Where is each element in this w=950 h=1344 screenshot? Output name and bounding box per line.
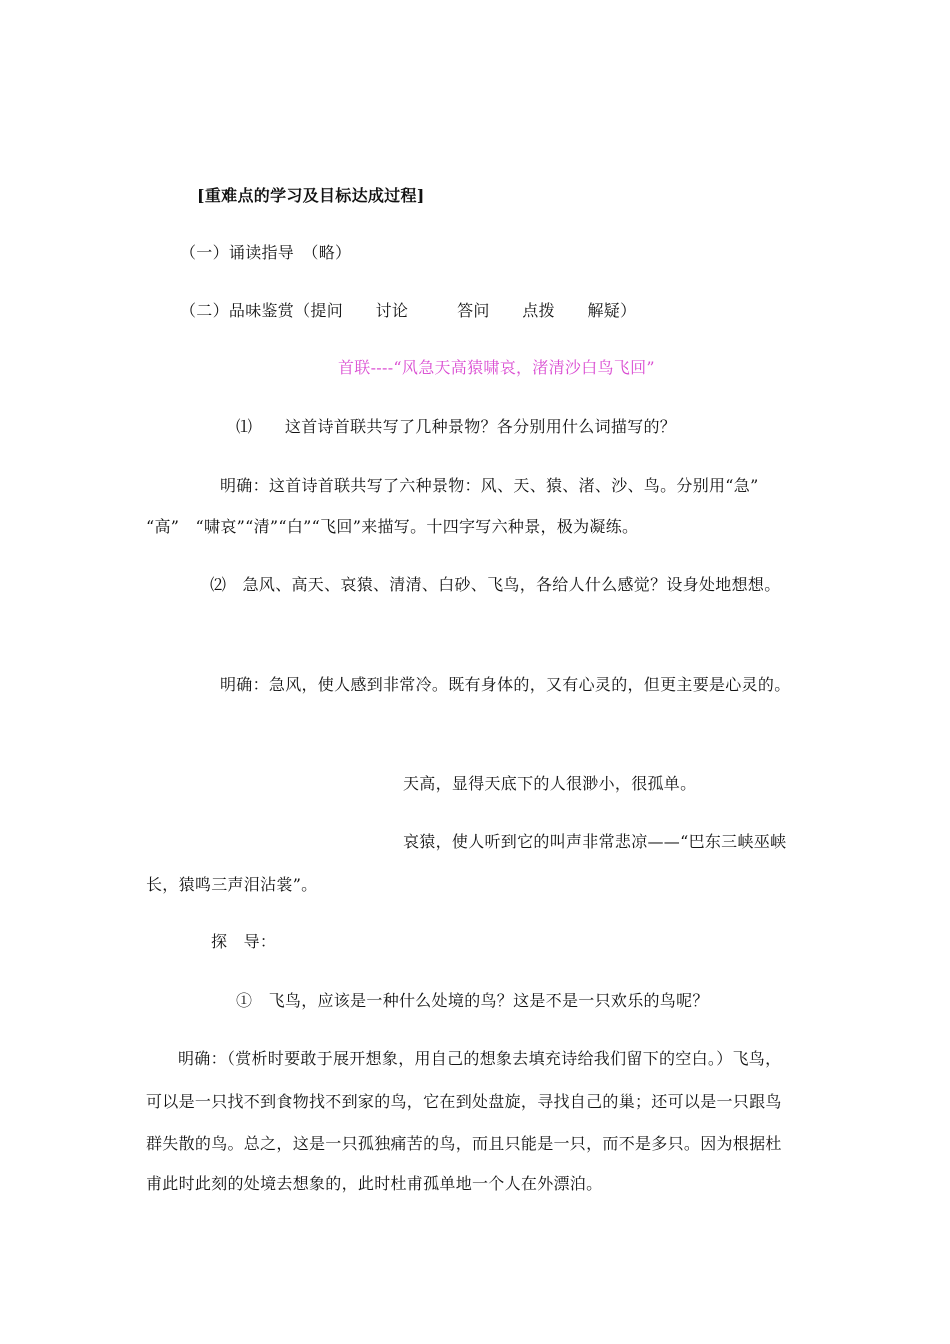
answer-two-line-3: 哀猿，使人听到它的叫声非常悲凉——“巴东三峡巫峡 [403, 832, 787, 851]
probe-label: 探 导： [211, 932, 277, 951]
part-two-heading: （二）品味鉴赏（提问 讨论 答问 点拨 解疑） [180, 301, 637, 320]
answer-two-line-2: 天高，显得天底下的人很渺小，很孤单。 [403, 774, 697, 793]
part-one-heading: （一）诵读指导 （略） [180, 243, 352, 262]
probe-answer-line-1: 明确：（赏析时要敢于展开想象，用自己的想象去填充诗给我们留下的空白。）飞鸟， [178, 1049, 782, 1068]
probe-answer-line-4: 甫此时此刻的处境去想象的，此时杜甫孤单地一个人在外漂泊。 [146, 1174, 603, 1193]
answer-one-line-2: “高” “啸哀”“清”“白”“飞回”来描写。十四字写六种景，极为凝练。 [146, 517, 639, 536]
probe-question: ① 飞鸟，应该是一种什么处境的鸟？这是不是一只欢乐的鸟呢？ [236, 991, 709, 1010]
answer-one-line-1: 明确：这首诗首联共写了六种景物：风、天、猿、渚、沙、鸟。分别用“急” [220, 476, 759, 495]
probe-answer-line-2: 可以是一只找不到食物找不到家的鸟，它在到处盘旋，寻找自己的巢；还可以是一只跟鸟 [146, 1092, 782, 1111]
question-one: ⑴ 这首诗首联共写了几种景物？各分别用什么词描写的？ [236, 417, 677, 436]
probe-answer-line-3: 群失散的鸟。总之，这是一只孤独痛苦的鸟，而且只能是一只，而不是多只。因为根据杜 [146, 1134, 782, 1153]
section-heading: [重难点的学习及目标达成过程] [197, 186, 425, 205]
first-couplet-title: 首联----“风急天高猿啸哀，渚清沙白鸟飞回” [338, 358, 655, 377]
answer-two-line-4: 长，猿鸣三声泪沾裳”。 [146, 875, 318, 894]
answer-two-line-1: 明确：急风，使人感到非常冷。既有身体的，又有心灵的，但更主要是心灵的。 [220, 675, 791, 694]
question-two: ⑵ 急风、高天、哀猿、清清、白砂、飞鸟，各给人什么感觉？设身处地想想。 [210, 575, 781, 594]
